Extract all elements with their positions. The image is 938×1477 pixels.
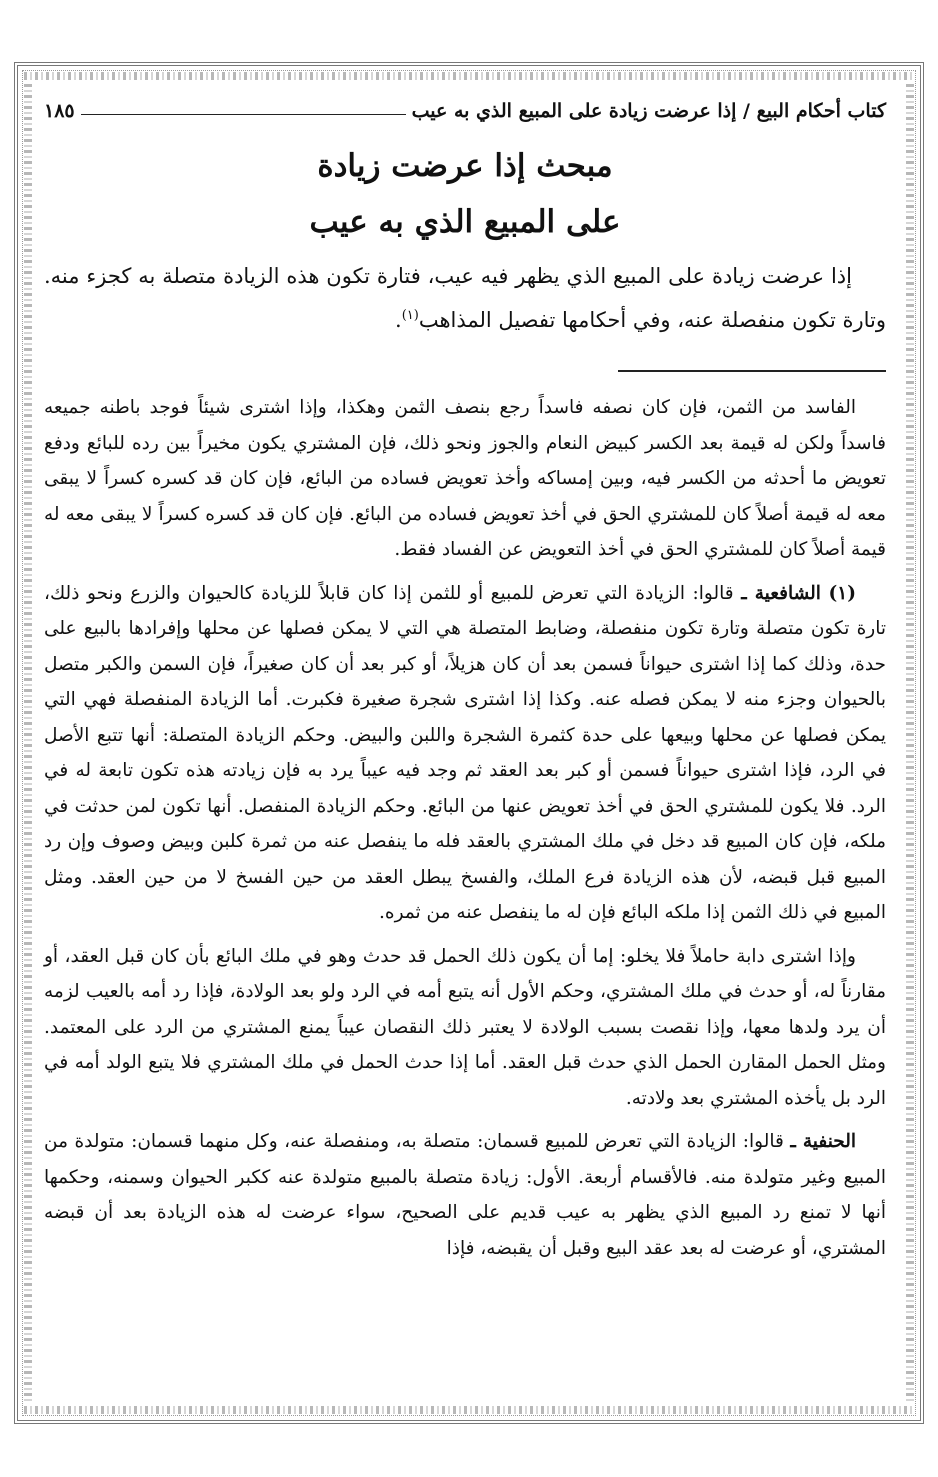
footnote-pregnant-animal: وإذا اشترى دابة حاملاً فلا يخلو: إما أن يكون ذلك الحمل قد حدث وهو في ملك البائع بأن كان قبل العقد، أو مقارناً له، أو حدث في ملك المشتري، وحكم الأول أنه يتبع أمه في الرد ولو بعد الولادة، فإذا رد أمه بالعيب لزمه أن يرد ولدها معها، وإذا نقصت بسبب الولادة لا يعتبر ذلك النقصان عيباً يمنع المشتري من الرد على المعتمد. ومثل الحمل المقارن الحمل الذي حدث قبل العقد. أما إذا حدث الحمل في ملك المشتري فلا يتبع الولد أمه في الرد بل يأخذه المشتري بعد ولادته. [44, 945, 886, 1109]
main-paragraph [44, 256, 886, 340]
footnote-separator [618, 370, 886, 372]
main-end: . [395, 308, 402, 332]
footnote-hanafi-text: قالوا: الزيادة التي تعرض للمبيع قسمان: متصلة به، ومنفصلة عنه، وكل منهما قسمان: متولدة من المبيع وغير متولدة منه. فالأقسام أربعة. الأول: زيادة متصلة بالمبيع متولدة عنه ككبر الحيوان وسمنه، وحكمها أنها لا تمنع رد المبيع الذي يظهر به عيب قديم على الصحيح، سواء عرضت له هذه الزيادة بعد أن قبضه المشتري، أو عرضت له بعد عقد البيع وقبل أن يقبضه، فإذا [44, 1131, 886, 1259]
left-ornament [24, 84, 32, 1402]
section-title-line2: على المبيع الذي به عيب [309, 204, 621, 240]
footnote-shafii-text: قالوا: الزيادة التي تعرض للمبيع أو للثمن إذا كان قابلاً للزيادة كالحيوان والزرع ونحو ذلك، تارة تكون متصلة وتارة تكون منفصلة، وضابط المتصلة هي التي لا يمكن فصلها عن محلها وإفرادها بالبيع على حدة، وذلك كما إذا اشترى حيواناً فسمن بعد أن كان هزيلاً، أو كبر بعد أن كان صغيراً، فإن السمن والكبر متصل بالحيوان وجزء منه لا يمكن فصله عنه. وكذا إذا اشترى شجرة صغيرة فكبرت. أما الزيادة المنفصلة فهي التي يمكن فصلها عن محلها وبيعها على حدة كثمرة الشجرة واللبن والبيض. وحكم الزيادة المتصلة: أنها تتبع الأصل في الرد، فإذا اشترى حيواناً فسمن أو كبر بعد العقد ثم وجد فيه عيباً يرد به فإن زيادته هذه تكون تابعة له في الرد. فلا يكون للمشتري الحق في أخذ تعويض عنها من البائع. وحكم الزيادة المنفصل. أنها تكون لمن حدثت في ملكه، فإن كان المبيع قد دخل في ملك المشتري بالعقد فله ما ينفصل عنه من ثمرة كلبن وبيض وصوف وإن رد المبيع قبل قبضه، لأن هذه الزيادة فرع الملك، والفسخ يبطل العقد من حين الفسخ لا من حين العقد. ومثل المبيع في ذلك الثمن إذا ملكه البائع فإن له ما ينفصل عنه من ثمره. [44, 582, 886, 923]
bottom-ornament [24, 1406, 914, 1414]
footnote-hanafi [44, 1124, 886, 1266]
footnote-continuation: الفاسد من الثمن، فإن كان نصفه فاسداً رجع بنصف الثمن وهكذا، وإذا اشترى شيئاً فوجد باطنه جميعه فاسداً ولكن له قيمة بعد الكسر كبيض النعام والجوز ونحو ذلك، فإن المشتري يكون مخيراً بين رده للبائع ودفع تعويض ما أحدثه من الكسر فيه، وبين إمساكه وأخذ تعويض فساده من البائع، فإن كان قد كسره كسراً لا يبقى معه له قيمة أصلاً كان للمشتري الحق في أخذ تعويض فساده من البائع. فإن كان قد كسره كسراً لا يبقى معه له قيمة أصلاً كان للمشتري الحق في أخذ التعويض عن الفساد فقط. [44, 397, 886, 560]
page-content [44, 96, 886, 1274]
page-number: ١٨٥ [44, 100, 75, 122]
right-ornament [906, 84, 914, 1402]
footnote-number: (١) [828, 582, 856, 604]
footnote-shafii [44, 576, 886, 931]
madhhab-hanafi: الحنفية ـ [790, 1131, 857, 1152]
top-ornament [24, 72, 914, 80]
header-rule [81, 114, 406, 115]
running-header [44, 96, 886, 126]
footnote-ref: (١) [401, 308, 419, 323]
madhhab-shafii: الشافعية ـ [741, 582, 821, 604]
running-title: كتاب أحكام البيع / إذا عرضت زيادة على المبيع الذي به عيب [411, 100, 886, 122]
main-text: إذا عرضت زيادة على المبيع الذي يظهر فيه عيب، فتارة تكون هذه الزيادة متصلة به كجزء منه. وتارة تكون منفصلة عنه، وفي أحكامها تفصيل المذاهب [44, 264, 886, 332]
section-title-line1: مبحث إذا عرضت زيادة [317, 148, 613, 184]
